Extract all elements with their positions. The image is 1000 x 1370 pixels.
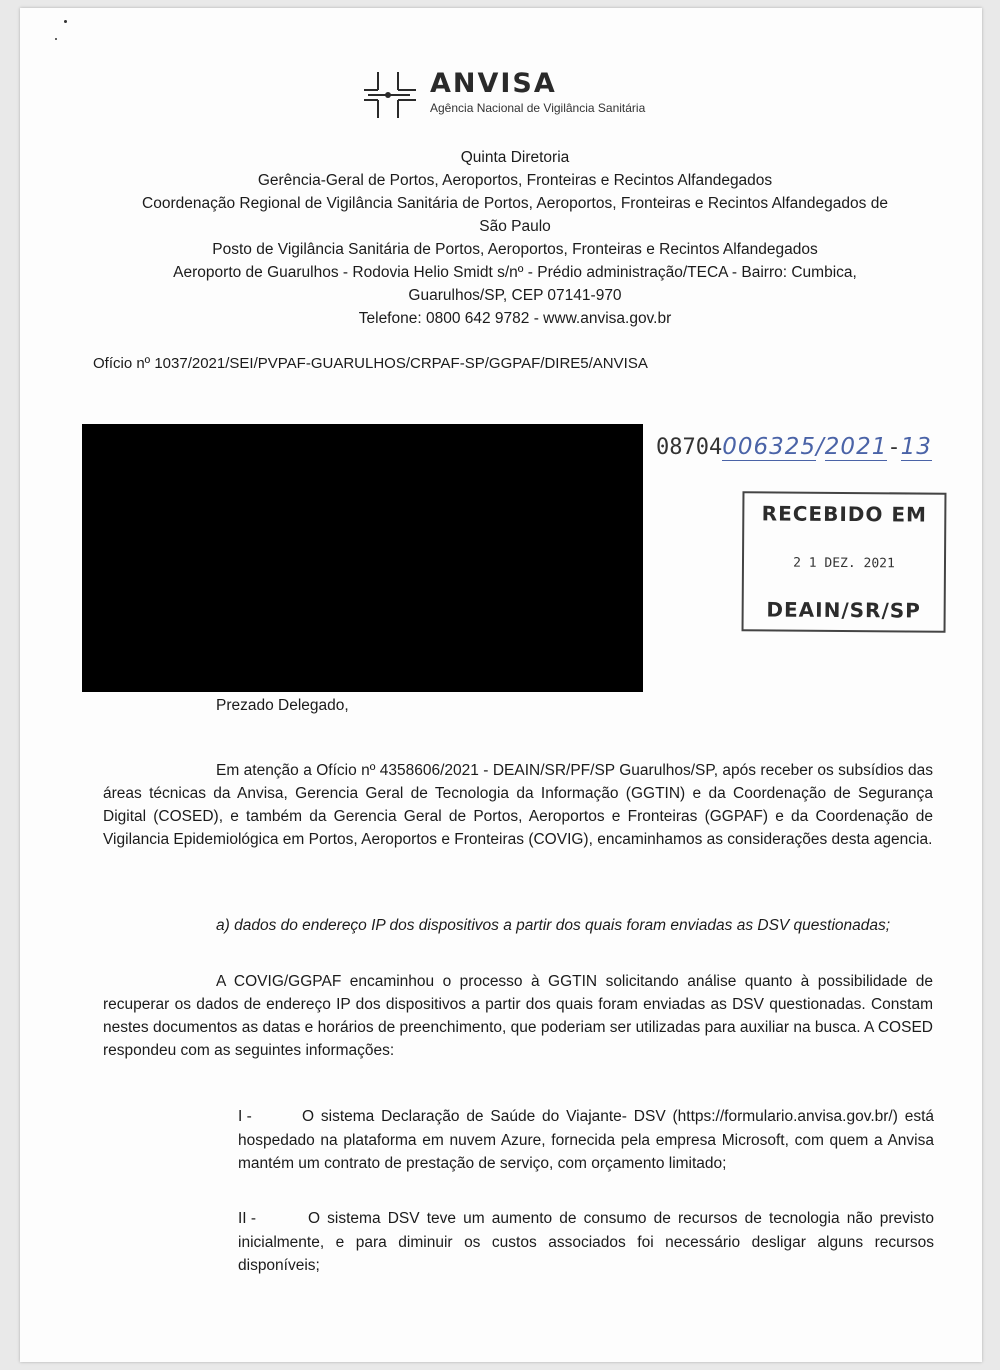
- org-name: ANVISA: [430, 68, 557, 99]
- header-line: São Paulo: [479, 218, 551, 235]
- list-item-number: II -: [238, 1210, 257, 1227]
- org-full-name: Agência Nacional de Vigilância Sanitária: [430, 101, 646, 115]
- received-stamp: [742, 491, 947, 632]
- protocol-dash: -: [887, 435, 901, 460]
- scan-speck: [64, 20, 67, 23]
- header-line: Quinta Diretoria: [460, 149, 570, 166]
- list-item-number: I -: [238, 1108, 252, 1125]
- list-item-text: O sistema Declaração de Saúde do Viajante- DSV (https://formulario.anvisa.gov.br/) está hospedado na plataforma em nuvem Azure, fornecida pela empresa Microsoft, com quem a Anvisa mantém um contrato de prestação de serviço, com orçamento limitado;: [238, 1108, 934, 1172]
- stamp-date: 2 1 DEZ. 2021: [793, 555, 895, 572]
- scan-speck: [55, 38, 57, 40]
- stamp-title: RECEBIDO EM: [761, 501, 928, 527]
- greeting: Prezado Delegado,: [216, 697, 349, 714]
- header-line: Gerência-Geral de Portos, Aeroportos, Fronteiras e Recintos Alfandegados: [257, 172, 773, 189]
- header-line: Aeroporto de Guarulhos - Rodovia Helio Smidt s/nº - Prédio administração/TECA - Bairro: Cumbica,: [173, 264, 857, 281]
- paragraph-intro: Em atenção a Ofício nº 4358606/2021 - DEAIN/SR/PF/SP Guarulhos/SP, após receber os subsídios das áreas técnicas da Anvisa, Gerencia Geral de Tecnologia da Informação (GGTIN) e da Coordenação de Segurança Digital (COSED), e também da Gerencia Geral de Portos, Aeroportos e Fronteiras (GGPAF) e da Coordenação de Vigilancia Epidemiológica em Portos, Aeroportos e Fronteiras (COVIG), encaminhamos as considerações desta agencia.: [103, 762, 933, 848]
- protocol-sep: /: [816, 434, 825, 460]
- paragraph-question-a: a) dados do endereço IP dos dispositivos a partir dos quais foram enviadas as DSV questionadas;: [216, 917, 891, 934]
- list-item: [238, 1207, 934, 1278]
- redacted-block: [82, 424, 643, 692]
- anvisa-cross-icon: [362, 70, 418, 120]
- stamp-department: DEAIN/SR/SP: [766, 597, 921, 623]
- anvisa-logo: [362, 70, 692, 120]
- protocol-prefix: 08704: [656, 435, 723, 460]
- protocol-handwritten-number: 006325: [722, 434, 817, 460]
- protocol-number: [656, 434, 932, 460]
- paragraph-response: A COVIG/GGPAF encaminhou o processo à GGTIN solicitando análise quanto à possibilidade de recuperar os dados de endereço IP dos dispositivos a partir dos quais foram enviadas as DSV questionadas. Constam nestes documentos as datas e horários de preenchimento, que poderiam ser utilizadas para auxiliar na busca. A COSED respondeu com as seguintes informações:: [103, 973, 933, 1059]
- header-line: Posto de Vigilância Sanitária de Portos, Aeroportos, Fronteiras e Recintos Alfandegados: [212, 241, 818, 258]
- protocol-year: 2021: [824, 434, 888, 460]
- list-item: [238, 1105, 934, 1176]
- header-line: Coordenação Regional de Vigilância Sanitária de Portos, Aeroportos, Fronteiras e Recintos Alfandegados de: [142, 195, 888, 212]
- header-line: Guarulhos/SP, CEP 07141-970: [408, 287, 622, 304]
- protocol-suffix: 13: [900, 434, 932, 460]
- list-item-text: O sistema DSV teve um aumento de consumo de recursos de tecnologia não previsto inicialmente, e para diminuir os custos associados foi necessário desligar alguns recursos disponíveis;: [238, 1210, 934, 1274]
- oficio-number: Ofício nº 1037/2021/SEI/PVPAF-GUARULHOS/CRPAF-SP/GGPAF/DIRE5/ANVISA: [93, 355, 648, 372]
- header-line: Telefone: 0800 642 9782 - www.anvisa.gov.br: [358, 310, 672, 327]
